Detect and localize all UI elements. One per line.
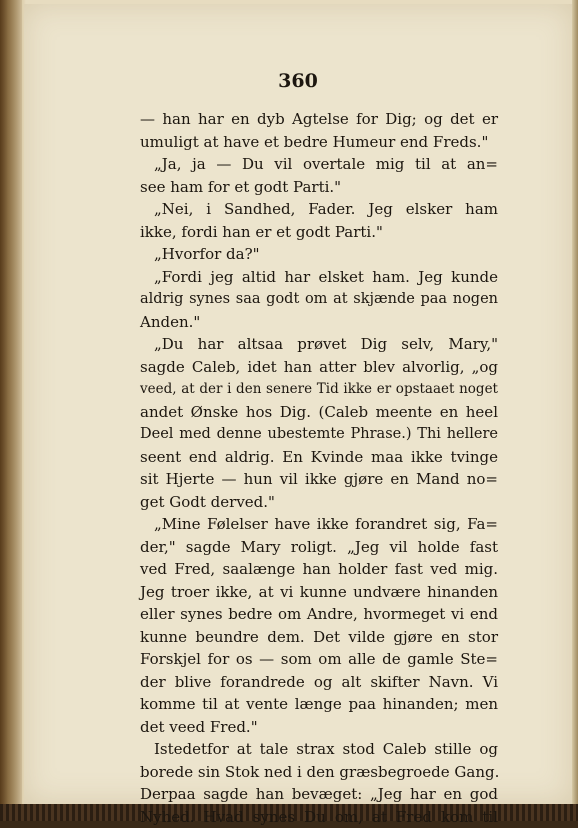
text-line: ved Fred, saalænge han holder fast ved mig. [140,558,498,581]
text-line: Derpaa sagde han bevæget: „Jeg har en god [140,783,498,806]
text-line: „Fordi jeg altid har elsket ham. Jeg kunde [140,266,498,289]
text-line: kunne beundre dem. Det vilde gjøre en stor [140,626,498,649]
book-spine [0,0,22,821]
text-line: — han har en dyb Agtelse for Dig; og det er [140,108,498,131]
text-line: Deel med denne ubestemte Phrase.) Thi hellere [140,423,498,446]
text-line: der blive forandrede og alt skifter Navn. Vi [140,671,498,694]
page-edge [572,0,578,821]
text-line: eller synes bedre om Andre, hvormeget vi end [140,603,498,626]
text-line: borede sin Stok ned i den græsbegroede Gang. [140,761,498,784]
text-line: get Godt derved." [140,491,498,514]
text-line: seent end aldrig. En Kvinde maa ikke tvinge [140,446,498,469]
text-line: det veed Fred." [140,716,498,739]
page-number: 360 [24,70,572,92]
text-line: der," sagde Mary roligt. „Jeg vil holde fast [140,536,498,559]
text-line: „Hvorfor da?" [140,243,498,266]
text-line: sagde Caleb, idet han atter blev alvorlig, „og [140,356,498,379]
text-line: „Ja, ja — Du vil overtale mig til at an= [140,153,498,176]
text-line: sit Hjerte — hun vil ikke gjøre en Mand no= [140,468,498,491]
text-line: Nyhed. Hvad synes Du om, at Fred kom til [140,806,498,828]
body-text [140,108,498,828]
text-line: Jeg troer ikke, at vi kunne undvære hinanden [140,581,498,604]
text-line: komme til at vente længe paa hinanden; men [140,693,498,716]
text-line: Istedetfor at tale strax stod Caleb stille og [140,738,498,761]
text-line: „Mine Følelser have ikke forandret sig, Fa= [140,513,498,536]
text-line: „Du har altsaa prøvet Dig selv, Mary," [140,333,498,356]
text-line: veed, at der i den senere Tid ikke er opstaaet noget [140,378,498,401]
text-line: aldrig synes saa godt om at skjænde paa nogen [140,288,498,311]
text-line: see ham for et godt Parti." [140,176,498,199]
text-line: ikke, fordi han er et godt Parti." [140,221,498,244]
text-line: umuligt at have et bedre Humeur end Freds." [140,131,498,154]
text-line: „Nei, i Sandhed, Fader. Jeg elsker ham [140,198,498,221]
text-line: Anden." [140,311,498,334]
text-line: Forskjel for os — som om alle de gamle Ste= [140,648,498,671]
text-line: andet Ønske hos Dig. (Caleb meente en heel [140,401,498,424]
